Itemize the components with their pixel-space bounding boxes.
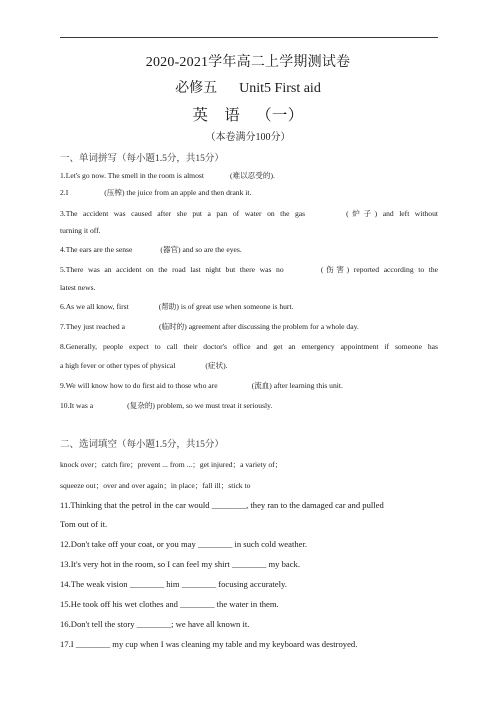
section2-heading: 二、选词填空（每小题1.5分，共15分）: [60, 440, 224, 450]
word-bank-line-1: knock over；catch fire；prevent ... from ...；get injured；a variety of；: [60, 460, 283, 469]
question-17: 17.I ________ my cup when I was cleaning my table and my keyboard was destroyed.: [60, 639, 358, 649]
word-bank-line-2: squeeze out；over and over again；in place；fall ill；stick to: [60, 481, 251, 490]
exam-title: 2020-2021学年高二上学期测试卷: [145, 55, 351, 70]
question-4: 4.The ears are the sense (器官) and so are the eyes.: [60, 245, 242, 254]
book-label: 必修五: [175, 81, 218, 96]
question-5: 5.There was an accident on the road last night but there was no (伤害) reported according to the: [60, 265, 439, 274]
question-5-cont: latest news.: [60, 283, 96, 292]
question-3: 3.The accident was caused after she put a pan of water on the gas (炉子) and left without: [60, 209, 439, 218]
question-12: 12.Don't take off your coat, or you may ________ in such cold weather.: [60, 539, 307, 549]
subject-char-2: 语: [224, 107, 241, 124]
unit-label: Unit5 First aid: [239, 81, 321, 96]
question-2: 2.I (压榨) the juice from an apple and then drank it.: [60, 188, 252, 197]
question-16: 16.Don't tell the story ________; we have all known it.: [60, 619, 250, 629]
question-11-cont: Tom out of it.: [60, 519, 108, 529]
score-note: （本卷满分100分）: [205, 132, 291, 143]
question-8: 8.Generally, people expect to call their doctor's office and get an emergency appointment if someone has: [60, 342, 438, 351]
question-9: 9.We will know how to do first aid to those who are (流血) after learning this unit.: [60, 381, 343, 390]
question-11: 11.Thinking that the petrol in the car would ________, they ran to the damaged car and pulled: [60, 500, 384, 510]
question-8-cont: a high fever or other types of physical (症状).: [60, 361, 228, 370]
question-13: 13.It's very hot in the room, so I can feel my shirt ________ my back.: [60, 559, 300, 569]
subject-heading: [0, 103, 496, 125]
section1-heading: 一、单词拼写（每小题1.5分，共15分）: [60, 154, 224, 164]
header-rule: [60, 37, 438, 38]
exam-subtitle: [0, 77, 496, 97]
part-label: （一）: [256, 107, 304, 124]
question-10: 10.It was a (复杂的) problem, so we must treat it seriously.: [60, 401, 273, 410]
question-3-cont: turning it off.: [60, 226, 101, 235]
question-6: 6.As we all know, first (帮助) is of great use when someone is hurt.: [60, 302, 294, 311]
subject-char-1: 英: [192, 107, 209, 124]
question-7: 7.They just reached a (临时的) agreement after discussing the problem for a whole day.: [60, 322, 359, 331]
question-14: 14.The weak vision ________ him ________ focusing accurately.: [60, 579, 287, 589]
question-1: 1.Let's go now. The smell in the room is almost (难以忍受的).: [60, 171, 275, 180]
question-15: 15.He took off his wet clothes and ________ the water in them.: [60, 599, 279, 609]
